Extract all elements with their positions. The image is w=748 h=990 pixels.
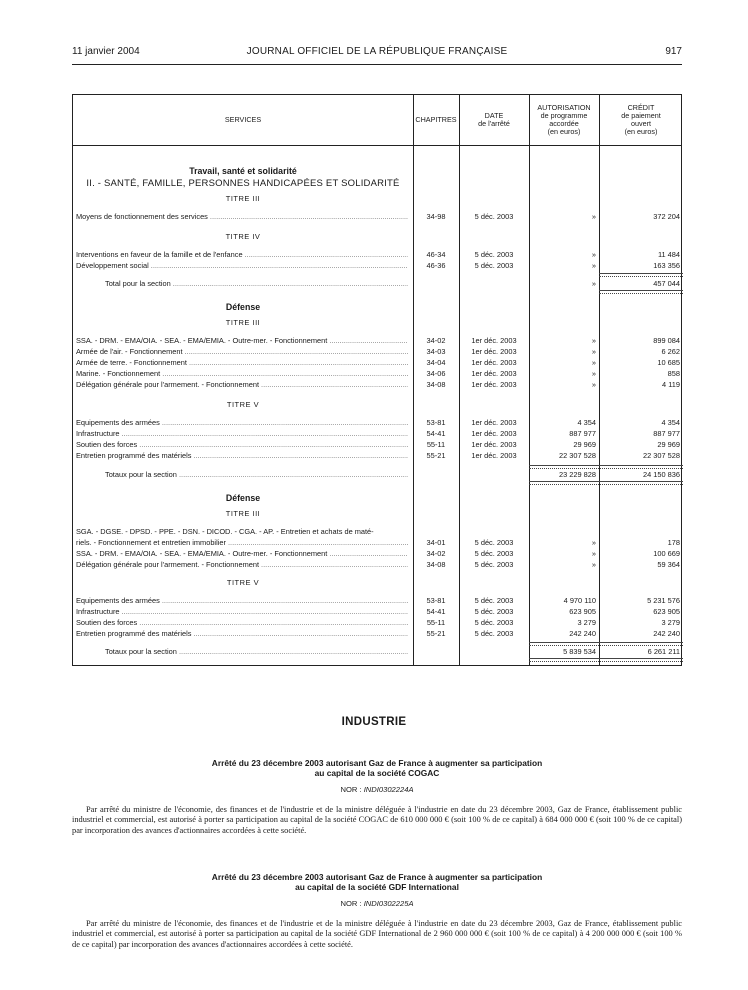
total-credit: 457 044 xyxy=(653,279,680,288)
row-chapitre: 34-08 xyxy=(426,560,446,569)
titre-label: TITRE IV xyxy=(225,232,261,241)
total-autorisation: 23 229 828 xyxy=(559,470,596,479)
row-autorisation: 623 905 xyxy=(569,607,596,616)
row-credit: 242 240 xyxy=(653,629,680,638)
row-credit: 899 084 xyxy=(653,336,680,345)
row-credit: 11 484 xyxy=(657,250,680,259)
table-row xyxy=(73,429,683,439)
section-title: Défense xyxy=(225,493,261,503)
nor-label: NOR : xyxy=(340,899,364,908)
row-autorisation: » xyxy=(591,560,596,569)
total-label: Total pour la section ..... xyxy=(105,279,408,289)
row-chapitre: 34-08 xyxy=(426,380,446,389)
row-label: SSA. - DRM. - EMA/OIA. - SEA. - EMA/EMIA. - Outre-mer. - Fonctionnement ..... xyxy=(76,549,408,559)
total-rule xyxy=(599,273,683,277)
row-label: Entretien programmé des matériels ..... xyxy=(76,451,408,461)
table-row xyxy=(73,618,683,628)
row-date: 1er déc. 2003 xyxy=(471,451,517,460)
titre-label: TITRE III xyxy=(225,318,261,327)
row-date: 1er déc. 2003 xyxy=(471,440,517,449)
table-row xyxy=(73,527,683,537)
arrete-text: Par arrêté du ministre de l'économie, des finances et de l'industrie et de la ministre déléguée à l'industrie en date du 23 décembre 2003, Gaz de France, établissement public industriel et commercial, est autorisé à porter sa participation au capital de la société COGAC de 610 000 000 € (soit 100 % de ce capital) à 684 000 000 € (soit 100 % de ce capital) par incorporation des avances d'actionnaires accordées à cette société. xyxy=(72,805,682,835)
row-chapitre: 34-04 xyxy=(426,358,446,367)
row-credit: 372 204 xyxy=(653,212,680,221)
row-label: Armée de l'air. - Fonctionnement ..... xyxy=(76,347,408,357)
row-autorisation: » xyxy=(591,347,596,356)
col-header-chapitres: CHAPITRES xyxy=(415,115,457,124)
table-row xyxy=(73,250,683,260)
row-date: 5 déc. 2003 xyxy=(474,596,514,605)
credits-table xyxy=(72,94,682,666)
row-autorisation: » xyxy=(591,549,596,558)
row-autorisation: » xyxy=(591,261,596,270)
table-row xyxy=(73,418,683,428)
row-credit: 887 977 xyxy=(653,429,680,438)
row-label: Equipements des armées ..... xyxy=(76,418,408,428)
row-credit: 163 356 xyxy=(653,261,680,270)
row-chapitre: 55-21 xyxy=(426,629,446,638)
titre-label: TITRE V xyxy=(226,400,260,409)
table-body xyxy=(73,145,681,665)
nor-reference xyxy=(72,899,682,908)
table-row xyxy=(73,358,683,368)
table-row xyxy=(73,549,683,559)
row-autorisation: 4 354 xyxy=(577,418,596,427)
row-chapitre: 54-41 xyxy=(426,429,446,438)
row-credit: 178 xyxy=(667,538,680,547)
row-chapitre: 34-02 xyxy=(426,549,446,558)
page-header xyxy=(72,46,682,62)
row-chapitre: 34-03 xyxy=(426,347,446,356)
total-rule xyxy=(529,481,683,485)
row-autorisation: 3 279 xyxy=(577,618,596,627)
table-row xyxy=(73,596,683,606)
row-date: 1er déc. 2003 xyxy=(471,336,517,345)
col-header-services: SERVICES xyxy=(224,115,262,124)
arrete-title: Arrêté du 23 décembre 2003 autorisant Gaz de France à augmenter sa participation au capital de la société GDF International xyxy=(211,872,543,892)
row-date: 5 déc. 2003 xyxy=(474,607,514,616)
table-row xyxy=(73,347,683,357)
total-rule xyxy=(529,465,683,469)
row-label: Soutien des forces ..... xyxy=(76,440,408,450)
titre-label: TITRE V xyxy=(226,578,260,587)
issue-date: 11 janvier 2004 xyxy=(72,46,140,57)
row-credit: 858 xyxy=(667,369,680,378)
table-row xyxy=(73,336,683,346)
nor-reference xyxy=(72,785,682,794)
titre-label: TITRE III xyxy=(225,194,261,203)
row-label: Equipements des armées ..... xyxy=(76,596,408,606)
row-date: 5 déc. 2003 xyxy=(474,549,514,558)
row-date: 5 déc. 2003 xyxy=(474,629,514,638)
table-row xyxy=(73,261,683,271)
row-label: Entretien programmé des matériels ..... xyxy=(76,629,408,639)
row-chapitre: 55-11 xyxy=(426,618,446,627)
row-credit: 623 905 xyxy=(653,607,680,616)
row-chapitre: 34-01 xyxy=(426,538,446,547)
row-autorisation: » xyxy=(591,336,596,345)
row-date: 1er déc. 2003 xyxy=(471,358,517,367)
row-credit: 100 669 xyxy=(653,549,680,558)
col-header-date: DATE de l'arrêté xyxy=(478,111,510,128)
row-label: Interventions en faveur de la famille et de l'enfance ..... xyxy=(76,250,408,260)
row-label: Infrastructure ..... xyxy=(76,607,408,617)
nor-value: INDI0302224A xyxy=(363,785,414,794)
row-credit: 6 262 xyxy=(661,347,680,356)
row-date: 1er déc. 2003 xyxy=(471,418,517,427)
row-date: 1er déc. 2003 xyxy=(471,429,517,438)
row-credit: 4 354 xyxy=(661,418,680,427)
page-number: 917 xyxy=(665,46,682,57)
row-chapitre: 46-36 xyxy=(426,261,446,270)
table-row-total xyxy=(73,279,683,289)
row-autorisation: » xyxy=(591,212,596,221)
col-header-credit: CRÉDIT de paiement ouvert (en euros) xyxy=(621,103,661,136)
row-chapitre: 55-11 xyxy=(426,440,446,449)
row-autorisation: » xyxy=(591,358,596,367)
nor-label: NOR : xyxy=(340,785,364,794)
total-rule xyxy=(529,658,683,662)
total-rule xyxy=(599,290,683,294)
row-credit: 3 279 xyxy=(661,618,680,627)
row-label: Marine. - Fonctionnement ..... xyxy=(76,369,408,379)
table-row xyxy=(73,212,683,222)
row-autorisation: » xyxy=(591,250,596,259)
table-row xyxy=(73,369,683,379)
row-date: 5 déc. 2003 xyxy=(474,212,514,221)
row-credit: 4 119 xyxy=(662,380,680,389)
table-row xyxy=(73,560,683,570)
row-credit: 10 685 xyxy=(657,358,680,367)
table-row xyxy=(73,607,683,617)
table-row xyxy=(73,538,683,548)
row-chapitre: 53-81 xyxy=(426,596,446,605)
row-autorisation: 22 307 528 xyxy=(559,451,596,460)
table-row-total xyxy=(73,647,683,657)
total-rule xyxy=(529,642,683,646)
col-header-autorisation: AUTORISATION de programme accordée (en euros) xyxy=(537,103,591,136)
row-autorisation: » xyxy=(591,369,596,378)
row-label: Infrastructure ..... xyxy=(76,429,408,439)
row-date: 5 déc. 2003 xyxy=(474,560,514,569)
row-autorisation: » xyxy=(591,380,596,389)
row-label: Développement social ..... xyxy=(76,261,408,271)
row-credit: 22 307 528 xyxy=(643,451,680,460)
section-subtitle: II. - SANTÉ, FAMILLE, PERSONNES HANDICAPÉES ET SOLIDARITÉ xyxy=(86,178,400,189)
row-chapitre: 34-02 xyxy=(426,336,446,345)
header-rule xyxy=(72,64,682,65)
row-autorisation: 887 977 xyxy=(569,429,596,438)
row-label: Moyens de fonctionnement des services ..... xyxy=(76,212,408,222)
row-autorisation: 242 240 xyxy=(569,629,596,638)
row-label: Délégation générale pour l'armement. - Fonctionnement ..... xyxy=(76,380,408,390)
row-chapitre: 53-81 xyxy=(426,418,446,427)
row-autorisation: 29 969 xyxy=(573,440,596,449)
row-credit: 29 969 xyxy=(657,440,680,449)
row-chapitre: 34-98 xyxy=(426,212,446,221)
row-date: 1er déc. 2003 xyxy=(471,380,517,389)
total-credit: 24 150 836 xyxy=(643,470,680,479)
total-autorisation: » xyxy=(591,279,596,288)
row-date: 1er déc. 2003 xyxy=(471,369,517,378)
row-label: Soutien des forces ..... xyxy=(76,618,408,628)
row-autorisation: » xyxy=(591,538,596,547)
row-date: 1er déc. 2003 xyxy=(471,347,517,356)
total-label: Totaux pour la section ..... xyxy=(105,647,408,657)
table-row xyxy=(73,629,683,639)
row-label: SGA. - DGSE. - DPSD. - PPE. - DSN. - DICOD. - CGA. - AP. - Entretien et achats de maté- xyxy=(76,527,374,536)
row-chapitre: 54-41 xyxy=(426,607,446,616)
row-chapitre: 34-06 xyxy=(426,369,446,378)
table-row xyxy=(73,440,683,450)
arrete-title: Arrêté du 23 décembre 2003 autorisant Gaz de France à augmenter sa participation au capital de la société COGAC xyxy=(211,758,543,778)
row-label: Armée de terre. - Fonctionnement ..... xyxy=(76,358,408,368)
section-title: Travail, santé et solidarité xyxy=(189,166,297,176)
table-row-total xyxy=(73,470,683,480)
titre-label: TITRE III xyxy=(225,509,261,518)
row-credit: 5 231 576 xyxy=(647,596,680,605)
nor-value: INDI0302225A xyxy=(363,899,414,908)
row-label: riels. - Fonctionnement et entretien immobilier ..... xyxy=(76,538,408,548)
section-title: Défense xyxy=(225,302,261,312)
arrete-text: Par arrêté du ministre de l'économie, des finances et de l'industrie et de la ministre déléguée à l'industrie en date du 23 décembre 2003, Gaz de France, établissement public industriel et commercial, est autorisé à porter sa participation au capital de la société GDF International de 2 960 000 000 € (soit 100 % de ce capital) à 4 200 000 000 € (soit 100 % de ce capital) par incorporation des avances d'actionnaires accordées à cette société. xyxy=(72,919,682,949)
total-autorisation: 5 839 534 xyxy=(563,647,596,656)
journal-title: JOURNAL OFFICIEL DE LA RÉPUBLIQUE FRANÇAISE xyxy=(246,46,508,57)
total-credit: 6 261 211 xyxy=(647,647,680,656)
total-label: Totaux pour la section ..... xyxy=(105,470,408,480)
row-date: 5 déc. 2003 xyxy=(474,538,514,547)
row-date: 5 déc. 2003 xyxy=(474,261,514,270)
industrie-heading: INDUSTRIE xyxy=(341,716,407,728)
table-row xyxy=(73,380,683,390)
table-header xyxy=(73,95,681,146)
row-chapitre: 46-34 xyxy=(426,250,446,259)
row-date: 5 déc. 2003 xyxy=(474,618,514,627)
table-row xyxy=(73,451,683,461)
row-label: Délégation générale pour l'armement. - Fonctionnement ..... xyxy=(76,560,408,570)
row-credit: 59 364 xyxy=(657,560,680,569)
row-chapitre: 55-21 xyxy=(426,451,446,460)
row-date: 5 déc. 2003 xyxy=(474,250,514,259)
row-label: SSA. - DRM. - EMA/OIA. - SEA. - EMA/EMIA. - Outre-mer. - Fonctionnement ..... xyxy=(76,336,408,346)
row-autorisation: 4 970 110 xyxy=(563,596,596,605)
